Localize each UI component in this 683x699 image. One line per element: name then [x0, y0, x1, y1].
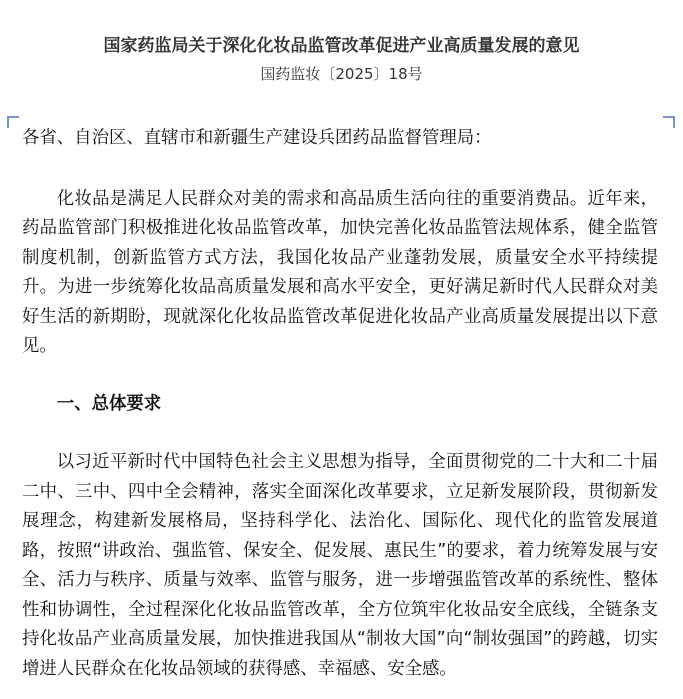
document-number: 国药监妆〔2025〕18号	[260, 65, 423, 83]
section-heading: 一、总体要求	[56, 393, 162, 414]
intro-paragraph: 化妆品是满足人民群众对美的需求和高品质生活向往的重要消费品。近年来，药品监管部门积极推进化妆品监管改革，加快完善化妆品监管法规体系，健全监管制度机制，创新监管方式方法，我国化妆品产业蓬勃发展，质量安全水平持续提升。为进一步统筹化妆品高质量发展和高水平安全，更好满足新时代人民群众对美好生活的新期盼，现就深化化妆品监管改革促进化妆品产业高质量发展提出以下意见。	[22, 188, 658, 356]
corner-bracket-top-right-icon	[663, 116, 675, 128]
section-paragraph: 以习近平新时代中国特色社会主义思想为指导，全面贯彻党的二十大和二十届二中、三中、四中全会精神，落实全面深化改革要求，立足新发展阶段，贯彻新发展理念，构建新发展格局，坚持科学化、法治化、国际化、现代化的监管发展道路，按照“讲政治、强监管、保安全、促发展、惠民生”的要求，着力统筹发展与安全、活力与秩序、质量与效率、监管与服务，进一步增强监管改革的系统性、整体性和协调性，全过程深化化妆品监管改革，全方位筑牢化妆品安全底线，全链条支持化妆品产业高质量发展，加快推进我国从“制妆大国”向“制妆强国”的跨越，切实增进人民群众在化妆品领域的获得感、幸福感、安全感。	[22, 452, 658, 679]
document-header	[0, 34, 683, 85]
salutation: 各省、自治区、直辖市和新疆生产建设兵团药品监督管理局：	[22, 128, 492, 148]
document-title: 国家药监局关于深化化妆品监管改革促进产业高质量发展的意见	[103, 36, 580, 56]
corner-bracket-top-left-icon	[7, 116, 19, 128]
document-body	[22, 124, 658, 684]
